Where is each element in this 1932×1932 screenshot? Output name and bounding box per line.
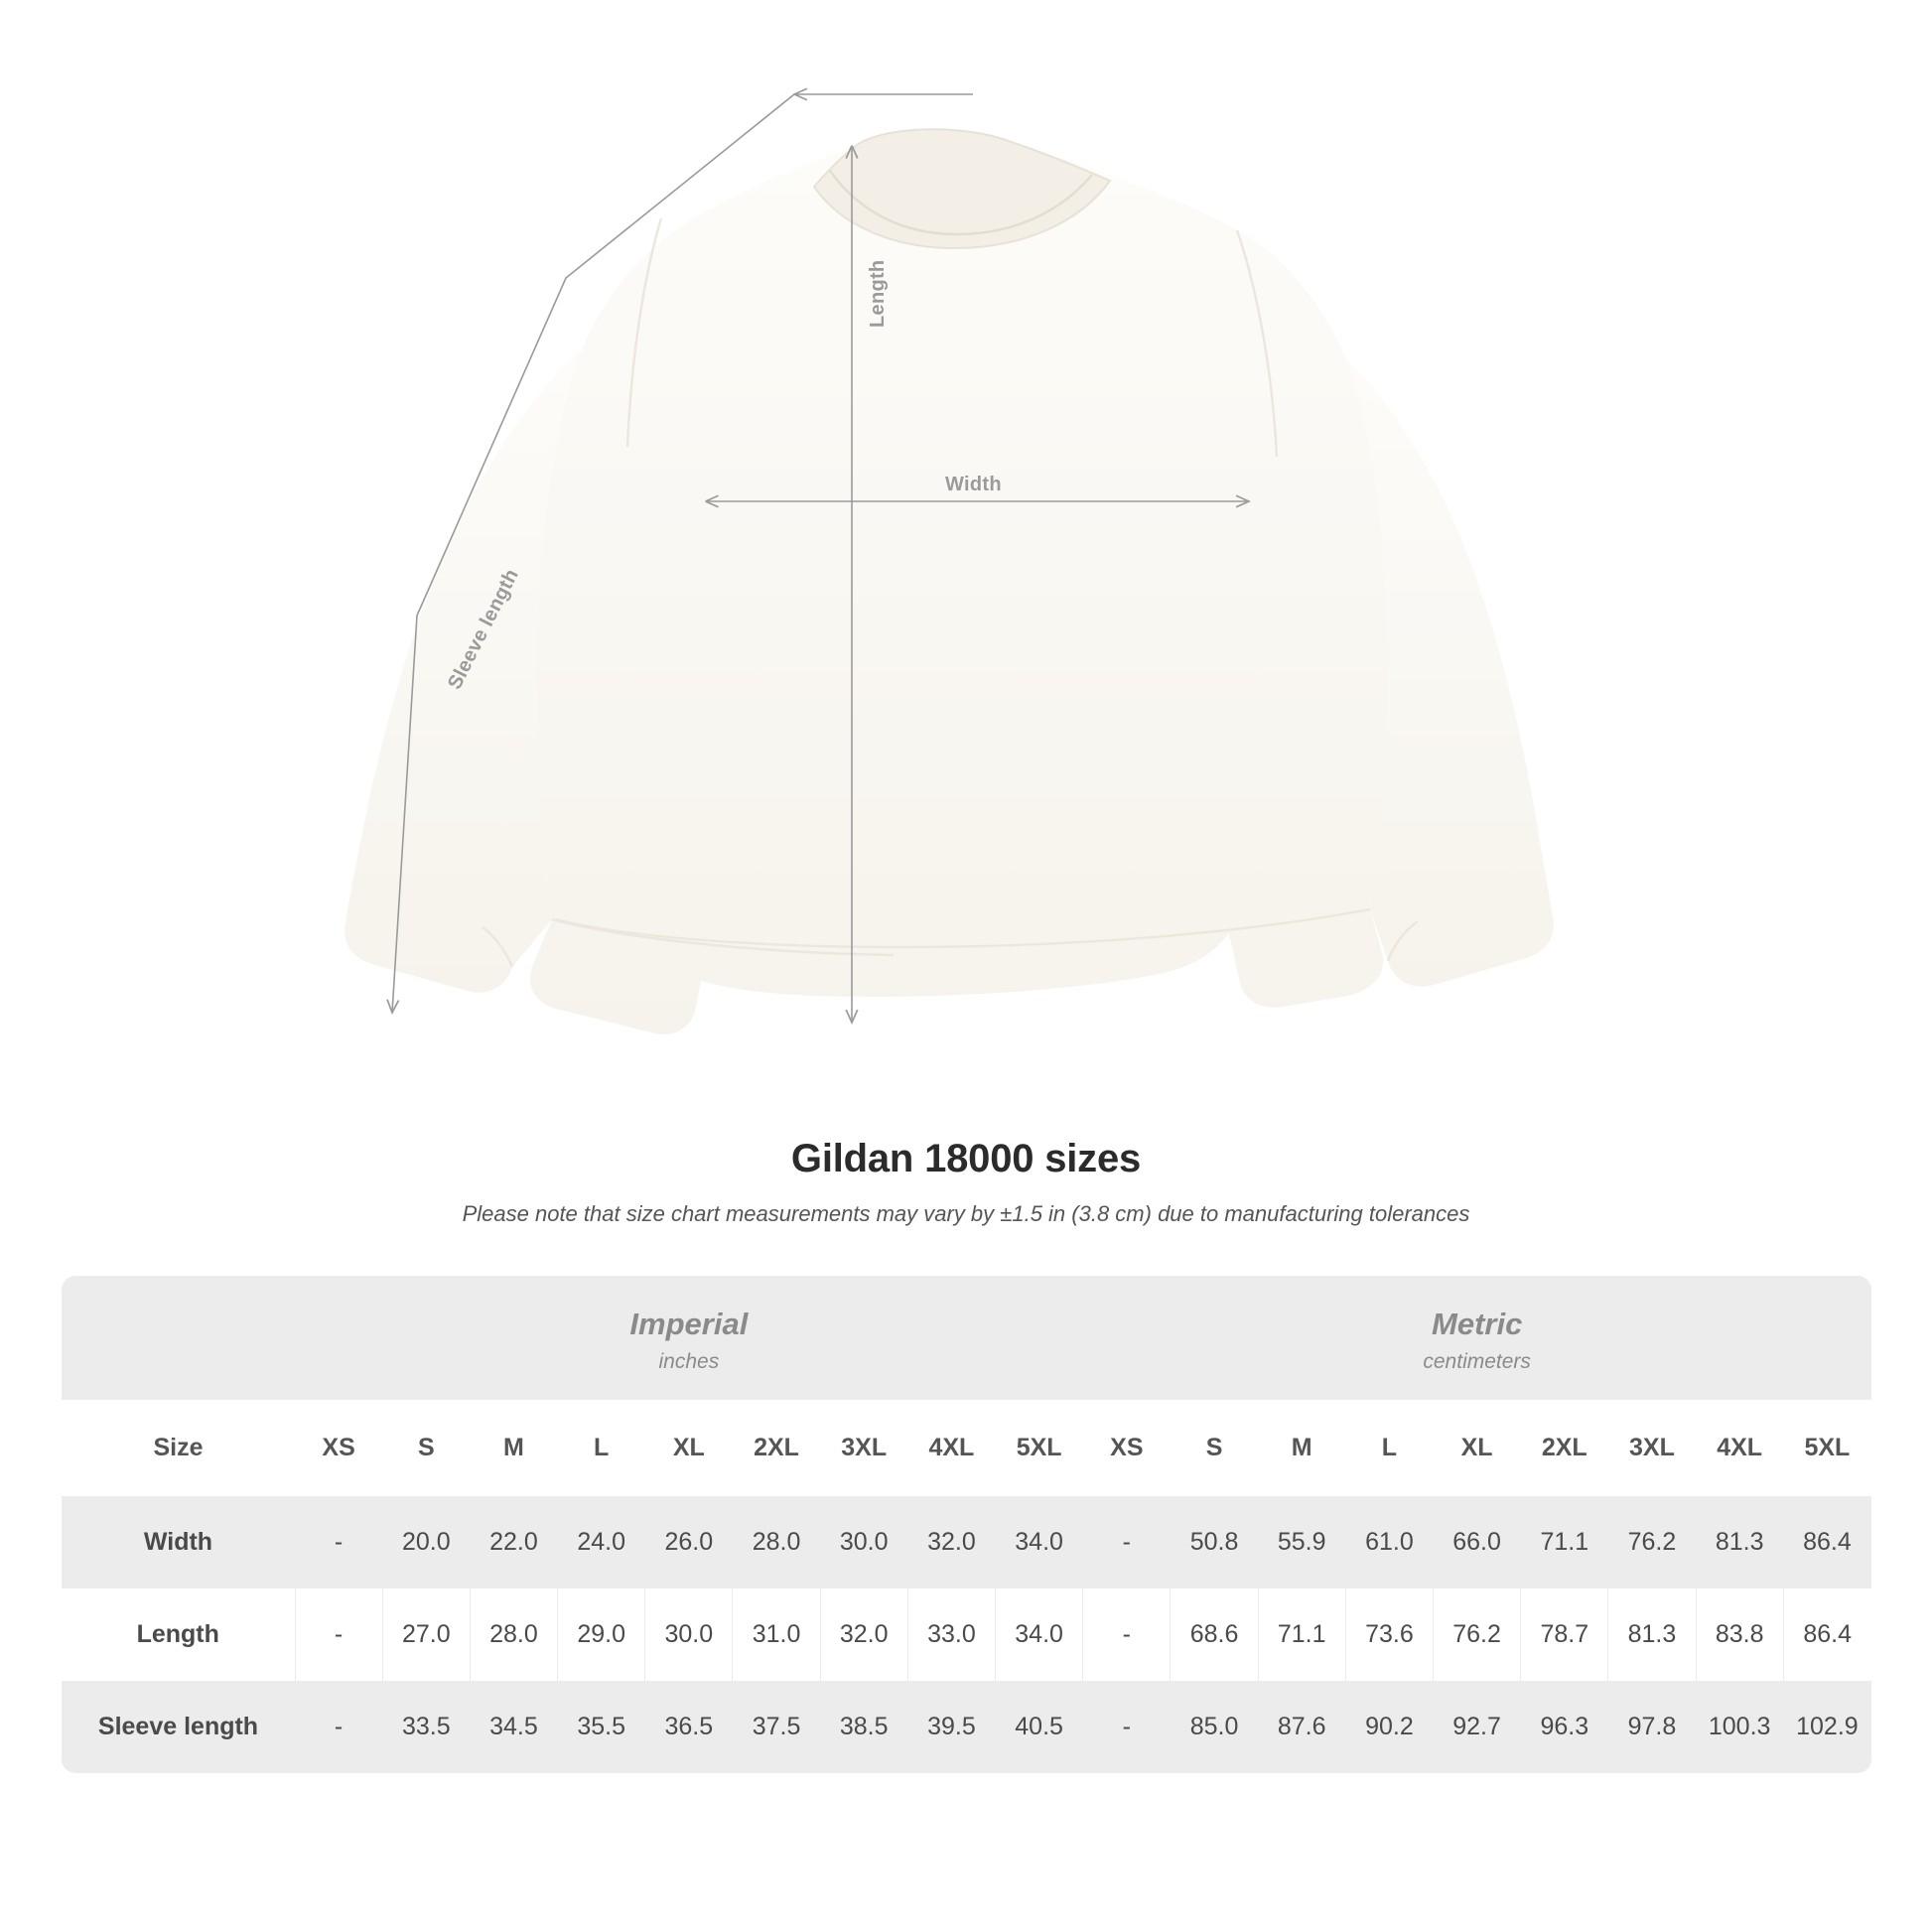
cell-width-metric-2xl: 71.1 <box>1521 1496 1608 1588</box>
cell-sleeve-metric-m: 87.6 <box>1258 1681 1345 1773</box>
cell-length-metric-xs: - <box>1083 1588 1171 1681</box>
size-col-metric-m: M <box>1258 1400 1345 1496</box>
cell-length-imperial-xl: 30.0 <box>645 1588 733 1681</box>
size-table-container <box>62 1276 1870 1773</box>
metric-label: Metric <box>1432 1307 1523 1341</box>
table-row <box>62 1681 1871 1773</box>
cell-sleeve-imperial-2xl: 37.5 <box>733 1681 820 1773</box>
size-col-imperial-2xl: 2XL <box>733 1400 820 1496</box>
cell-sleeve-metric-5xl: 102.9 <box>1783 1681 1870 1773</box>
size-col-metric-xs: XS <box>1083 1400 1171 1496</box>
cell-length-metric-s: 68.6 <box>1171 1588 1258 1681</box>
row-label-sleeve-length: Sleeve length <box>62 1681 295 1773</box>
size-col-imperial-3xl: 3XL <box>820 1400 907 1496</box>
imperial-label: Imperial <box>629 1307 749 1341</box>
cell-length-imperial-4xl: 33.0 <box>907 1588 995 1681</box>
cell-length-imperial-xs: - <box>295 1588 382 1681</box>
cell-width-imperial-s: 20.0 <box>382 1496 470 1588</box>
cell-sleeve-imperial-4xl: 39.5 <box>907 1681 995 1773</box>
width-dimension-label: Width <box>945 474 1002 495</box>
cell-width-metric-5xl: 86.4 <box>1783 1496 1870 1588</box>
cell-sleeve-imperial-m: 34.5 <box>470 1681 557 1773</box>
imperial-units: inches <box>658 1349 720 1373</box>
cell-length-metric-l: 73.6 <box>1345 1588 1433 1681</box>
cell-sleeve-metric-l: 90.2 <box>1345 1681 1433 1773</box>
sweatshirt-body <box>345 129 1554 1034</box>
size-table <box>62 1276 1871 1773</box>
size-col-metric-3xl: 3XL <box>1608 1400 1696 1496</box>
cell-width-metric-l: 61.0 <box>1345 1496 1433 1588</box>
table-row <box>62 1496 1871 1588</box>
metric-group-header <box>1083 1276 1871 1400</box>
row-label-width: Width <box>62 1496 295 1588</box>
cell-sleeve-metric-s: 85.0 <box>1171 1681 1258 1773</box>
unit-spacer-cell <box>62 1276 295 1400</box>
cell-sleeve-metric-3xl: 97.8 <box>1608 1681 1696 1773</box>
cell-length-metric-3xl: 81.3 <box>1608 1588 1696 1681</box>
cell-width-metric-xl: 66.0 <box>1434 1496 1521 1588</box>
size-col-metric-5xl: 5XL <box>1783 1400 1870 1496</box>
sleeve-length-dimension-label: Sleeve length <box>444 565 523 693</box>
cell-sleeve-metric-2xl: 96.3 <box>1521 1681 1608 1773</box>
cell-length-metric-m: 71.1 <box>1258 1588 1345 1681</box>
cell-sleeve-metric-4xl: 100.3 <box>1696 1681 1783 1773</box>
cell-width-imperial-2xl: 28.0 <box>733 1496 820 1588</box>
cell-sleeve-metric-xs: - <box>1083 1681 1171 1773</box>
cell-length-metric-2xl: 78.7 <box>1521 1588 1608 1681</box>
cell-sleeve-imperial-xl: 36.5 <box>645 1681 733 1773</box>
cell-length-metric-xl: 76.2 <box>1434 1588 1521 1681</box>
cell-length-imperial-5xl: 34.0 <box>996 1588 1083 1681</box>
cell-width-imperial-3xl: 30.0 <box>820 1496 907 1588</box>
size-col-metric-xl: XL <box>1434 1400 1521 1496</box>
tolerance-note: Please note that size chart measurements may vary by ±1.5 in (3.8 cm) due to manufacturing tolerances <box>462 1201 1470 1226</box>
page-title: Gildan 18000 sizes <box>790 1137 1142 1180</box>
size-col-imperial-4xl: 4XL <box>907 1400 995 1496</box>
cell-width-metric-s: 50.8 <box>1171 1496 1258 1588</box>
cell-sleeve-imperial-3xl: 38.5 <box>820 1681 907 1773</box>
cell-width-metric-3xl: 76.2 <box>1608 1496 1696 1588</box>
cell-length-imperial-m: 28.0 <box>470 1588 557 1681</box>
length-dimension-label: Length <box>867 259 889 328</box>
cell-length-imperial-3xl: 32.0 <box>820 1588 907 1681</box>
cell-width-metric-m: 55.9 <box>1258 1496 1345 1588</box>
table-row <box>62 1588 1871 1681</box>
size-col-imperial-xs: XS <box>295 1400 382 1496</box>
size-col-metric-4xl: 4XL <box>1696 1400 1783 1496</box>
cell-length-imperial-l: 29.0 <box>558 1588 645 1681</box>
cell-sleeve-imperial-l: 35.5 <box>558 1681 645 1773</box>
size-col-imperial-5xl: 5XL <box>996 1400 1083 1496</box>
cell-width-imperial-4xl: 32.0 <box>907 1496 995 1588</box>
size-col-metric-l: L <box>1345 1400 1433 1496</box>
size-col-imperial-l: L <box>558 1400 645 1496</box>
metric-units: centimeters <box>1423 1349 1531 1373</box>
size-col-imperial-xl: XL <box>645 1400 733 1496</box>
cell-length-metric-5xl: 86.4 <box>1783 1588 1870 1681</box>
size-header-row <box>62 1400 1871 1496</box>
cell-width-imperial-xl: 26.0 <box>645 1496 733 1588</box>
cell-width-imperial-m: 22.0 <box>470 1496 557 1588</box>
size-col-imperial-m: M <box>470 1400 557 1496</box>
size-col-metric-2xl: 2XL <box>1521 1400 1608 1496</box>
cell-sleeve-metric-xl: 92.7 <box>1434 1681 1521 1773</box>
size-col-metric-s: S <box>1171 1400 1258 1496</box>
cell-width-metric-xs: - <box>1083 1496 1171 1588</box>
cell-width-metric-4xl: 81.3 <box>1696 1496 1783 1588</box>
cell-width-imperial-l: 24.0 <box>558 1496 645 1588</box>
cell-sleeve-imperial-xs: - <box>295 1681 382 1773</box>
cell-sleeve-imperial-5xl: 40.5 <box>996 1681 1083 1773</box>
row-label-length: Length <box>62 1588 295 1681</box>
cell-sleeve-imperial-s: 33.5 <box>382 1681 470 1773</box>
cell-length-imperial-2xl: 31.0 <box>733 1588 820 1681</box>
cell-length-metric-4xl: 83.8 <box>1696 1588 1783 1681</box>
title-block <box>0 1137 1932 1227</box>
unit-header-row <box>62 1276 1871 1400</box>
cell-length-imperial-s: 27.0 <box>382 1588 470 1681</box>
imperial-group-header <box>295 1276 1083 1400</box>
cell-width-imperial-5xl: 34.0 <box>996 1496 1083 1588</box>
size-col-imperial-s: S <box>382 1400 470 1496</box>
cell-width-imperial-xs: - <box>295 1496 382 1588</box>
size-header-cell: Size <box>62 1400 295 1496</box>
